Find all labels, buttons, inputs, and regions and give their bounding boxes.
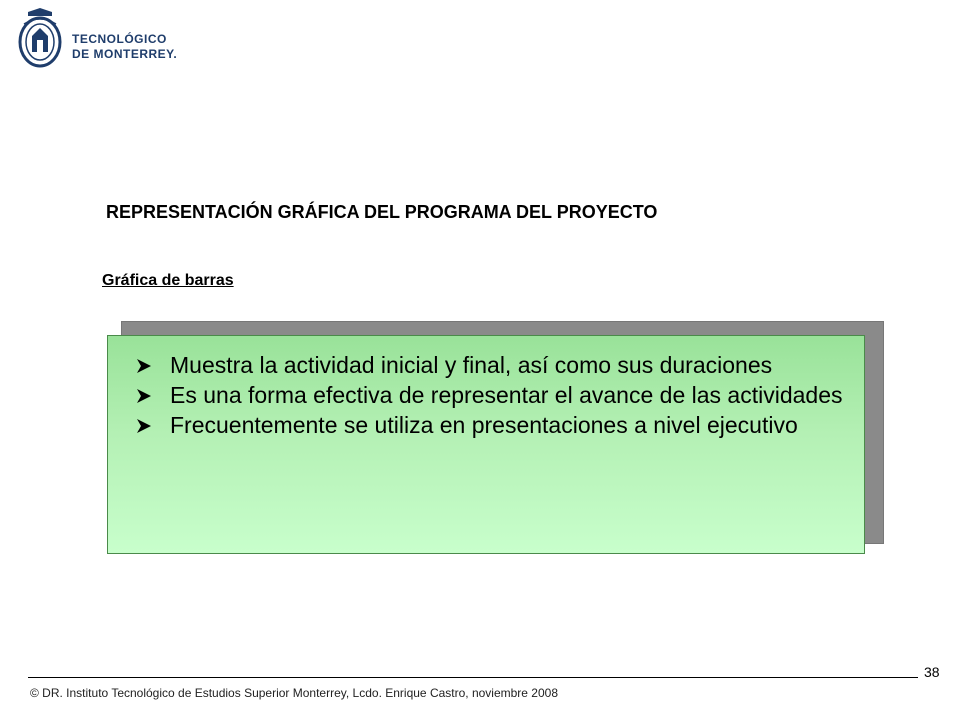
slide-title: REPRESENTACIÓN GRÁFICA DEL PROGRAMA DEL PROYECTO bbox=[106, 202, 658, 222]
footer-credit: © DR. Instituto Tecnológico de Estudios Superior Monterrey, Lcdo. Enrique Castro, noviembre 2008 bbox=[30, 686, 559, 700]
bullet-text: Es una forma efectiva de representar el avance de las actividades bbox=[170, 382, 843, 408]
arrow-bullet-icon bbox=[136, 418, 152, 434]
slide-subtitle: Gráfica de barras bbox=[102, 272, 234, 289]
footer-divider bbox=[28, 677, 918, 678]
tec-monterrey-logo bbox=[10, 6, 180, 70]
bullet-text: Muestra la actividad inicial y final, así como sus duraciones bbox=[170, 352, 773, 378]
arrow-bullet-icon bbox=[136, 358, 152, 374]
bullet-item bbox=[130, 380, 846, 410]
bullet-text: Frecuentemente se utiliza en presentaciones a nivel ejecutivo bbox=[170, 412, 798, 438]
tec-seal-icon bbox=[10, 6, 70, 70]
bullet-item bbox=[130, 350, 846, 380]
bullet-box bbox=[107, 335, 865, 554]
logo-line-1: TECNOLÓGICO bbox=[72, 32, 167, 46]
page-number: 38 bbox=[924, 664, 940, 680]
arrow-bullet-icon bbox=[136, 388, 152, 404]
bullet-item bbox=[130, 410, 846, 440]
logo-line-2: DE MONTERREY. bbox=[72, 47, 178, 61]
bullet-list bbox=[130, 350, 846, 440]
